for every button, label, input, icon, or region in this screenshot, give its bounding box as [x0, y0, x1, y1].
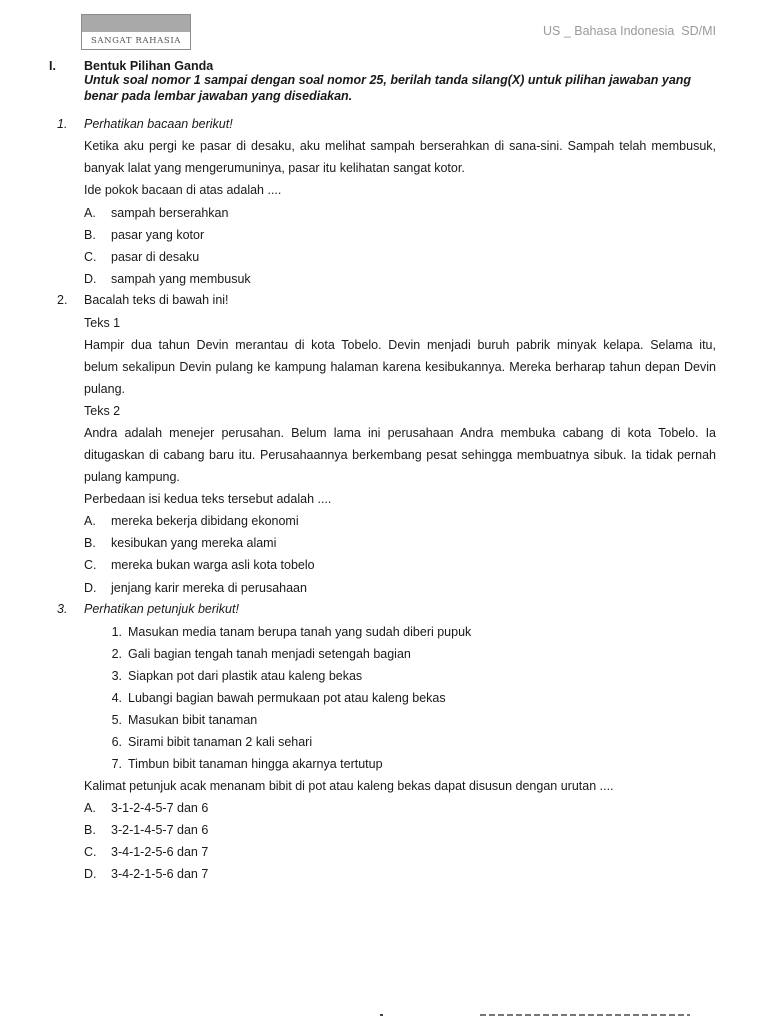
text-1-line: belum sekalipun Devin pulang ke kampung halaman karena kesibukannya. Mereka berharap tahun depan Devin	[84, 360, 716, 374]
section-instruction: Untuk soal nomor 1 sampai dengan soal nomor 25, berilah tanda silang(X) untuk pilihan jawaban yang benar pada lembar jawaban yang disediakan.	[84, 73, 692, 103]
text-2-line: pulang kampung.	[84, 470, 180, 484]
text-2-heading: Teks 2	[84, 404, 121, 418]
option-text: pasar di desaku	[111, 250, 200, 264]
section-title: Bentuk Pilihan Ganda	[84, 59, 214, 73]
step-text: Gali bagian tengah tanah menjadi setengah bagian	[128, 647, 411, 661]
step-number: 3.	[111, 669, 122, 683]
option-text: pasar yang kotor	[111, 228, 205, 242]
text-1-line: pulang.	[84, 382, 126, 396]
option-letter: D.	[84, 581, 97, 595]
option-letter: B.	[84, 823, 96, 837]
option-text: mereka bukan warga asli kota tobelo	[111, 558, 315, 572]
question-1-passage-line: banyak lalat yang mengerumuninya, pasar itu kelihatan sangat kotor.	[84, 161, 465, 175]
step-number: 7.	[111, 757, 122, 771]
question-3-number: 3.	[57, 602, 68, 616]
option-letter: D.	[84, 867, 97, 881]
step-text: Siapkan pot dari plastik atau kaleng bekas	[128, 669, 363, 683]
step-number: 1.	[111, 625, 122, 639]
text-1-heading: Teks 1	[84, 316, 121, 330]
question-1-number: 1.	[57, 117, 68, 131]
footer-page-mark	[380, 1014, 383, 1016]
option-letter: C.	[84, 558, 97, 572]
step-text: Lubangi bagian bawah permukaan pot atau kaleng bekas	[128, 691, 446, 705]
text-2-line: Andra adalah menejer perusahan. Belum lama ini perusahaan Andra membuka cabang di kota Tobelo. Ia	[84, 426, 716, 440]
badge-bar	[82, 15, 190, 32]
option-text: 3-1-2-4-5-7 dan 6	[111, 801, 209, 815]
text-1-line: Hampir dua tahun Devin merantau di kota Tobelo. Devin menjadi buruh pabrik minyak kelapa. Selama itu,	[84, 338, 716, 352]
question-3-stem: Kalimat petunjuk acak menanam bibit di pot atau kaleng bekas dapat disusun dengan urutan ....	[84, 779, 614, 793]
option-letter: A.	[84, 206, 96, 220]
step-text: Sirami bibit tanaman 2 kali sehari	[128, 735, 313, 749]
option-text: mereka bekerja dibidang ekonomi	[111, 514, 299, 528]
question-1-stem: Ide pokok bacaan di atas adalah ....	[84, 183, 282, 197]
option-letter: C.	[84, 845, 97, 859]
option-text: jenjang karir mereka di perusahaan	[111, 581, 307, 595]
option-letter: B.	[84, 228, 96, 242]
classification-badge	[81, 14, 191, 50]
option-text: 3-2-1-4-5-7 dan 6	[111, 823, 209, 837]
text-2-line: ditugaskan di cabang baru itu. Perusahaannya berkembang pesat sehingga membuatnya sibuk. Ia tidak pernah	[84, 448, 716, 462]
document-header: US _ Bahasa Indonesia SD/MI	[542, 24, 716, 38]
question-2-stem: Perbedaan isi kedua teks tersebut adalah ....	[84, 492, 332, 506]
question-1-passage-line: Ketika aku pergi ke pasar di desaku, aku melihat sampah berserahkan di sana-sini. Sampah telah membusuk,	[84, 139, 716, 153]
option-letter: B.	[84, 536, 96, 550]
option-letter: A.	[84, 801, 96, 815]
question-3-prompt: Perhatikan petunjuk berikut!	[84, 602, 239, 616]
step-number: 4.	[111, 691, 122, 705]
option-letter: D.	[84, 272, 97, 286]
step-text: Masukan bibit tanaman	[128, 713, 258, 727]
step-number: 2.	[111, 647, 122, 661]
step-text: Masukan media tanam berupa tanah yang sudah diberi pupuk	[128, 625, 472, 639]
step-number: 6.	[111, 735, 122, 749]
question-2-prompt: Bacalah teks di bawah ini!	[84, 293, 229, 307]
option-text: 3-4-1-2-5-6 dan 7	[111, 845, 209, 859]
option-text: 3-4-2-1-5-6 dan 7	[111, 867, 209, 881]
option-letter: A.	[84, 514, 96, 528]
question-1-prompt: Perhatikan bacaan berikut!	[84, 117, 233, 131]
option-letter: C.	[84, 250, 97, 264]
option-text: sampah berserahkan	[111, 206, 229, 220]
page-footer	[0, 1014, 768, 1024]
section-number: I.	[49, 59, 56, 73]
step-number: 5.	[111, 713, 122, 727]
question-2-number: 2.	[57, 293, 68, 307]
footer-text-cropped	[480, 1014, 690, 1016]
badge-label: SANGAT RAHASIA	[90, 36, 182, 46]
option-text: kesibukan yang mereka alami	[111, 536, 277, 550]
step-text: Timbun bibit tanaman hingga akarnya tertutup	[128, 757, 383, 771]
option-text: sampah yang membusuk	[111, 272, 251, 286]
